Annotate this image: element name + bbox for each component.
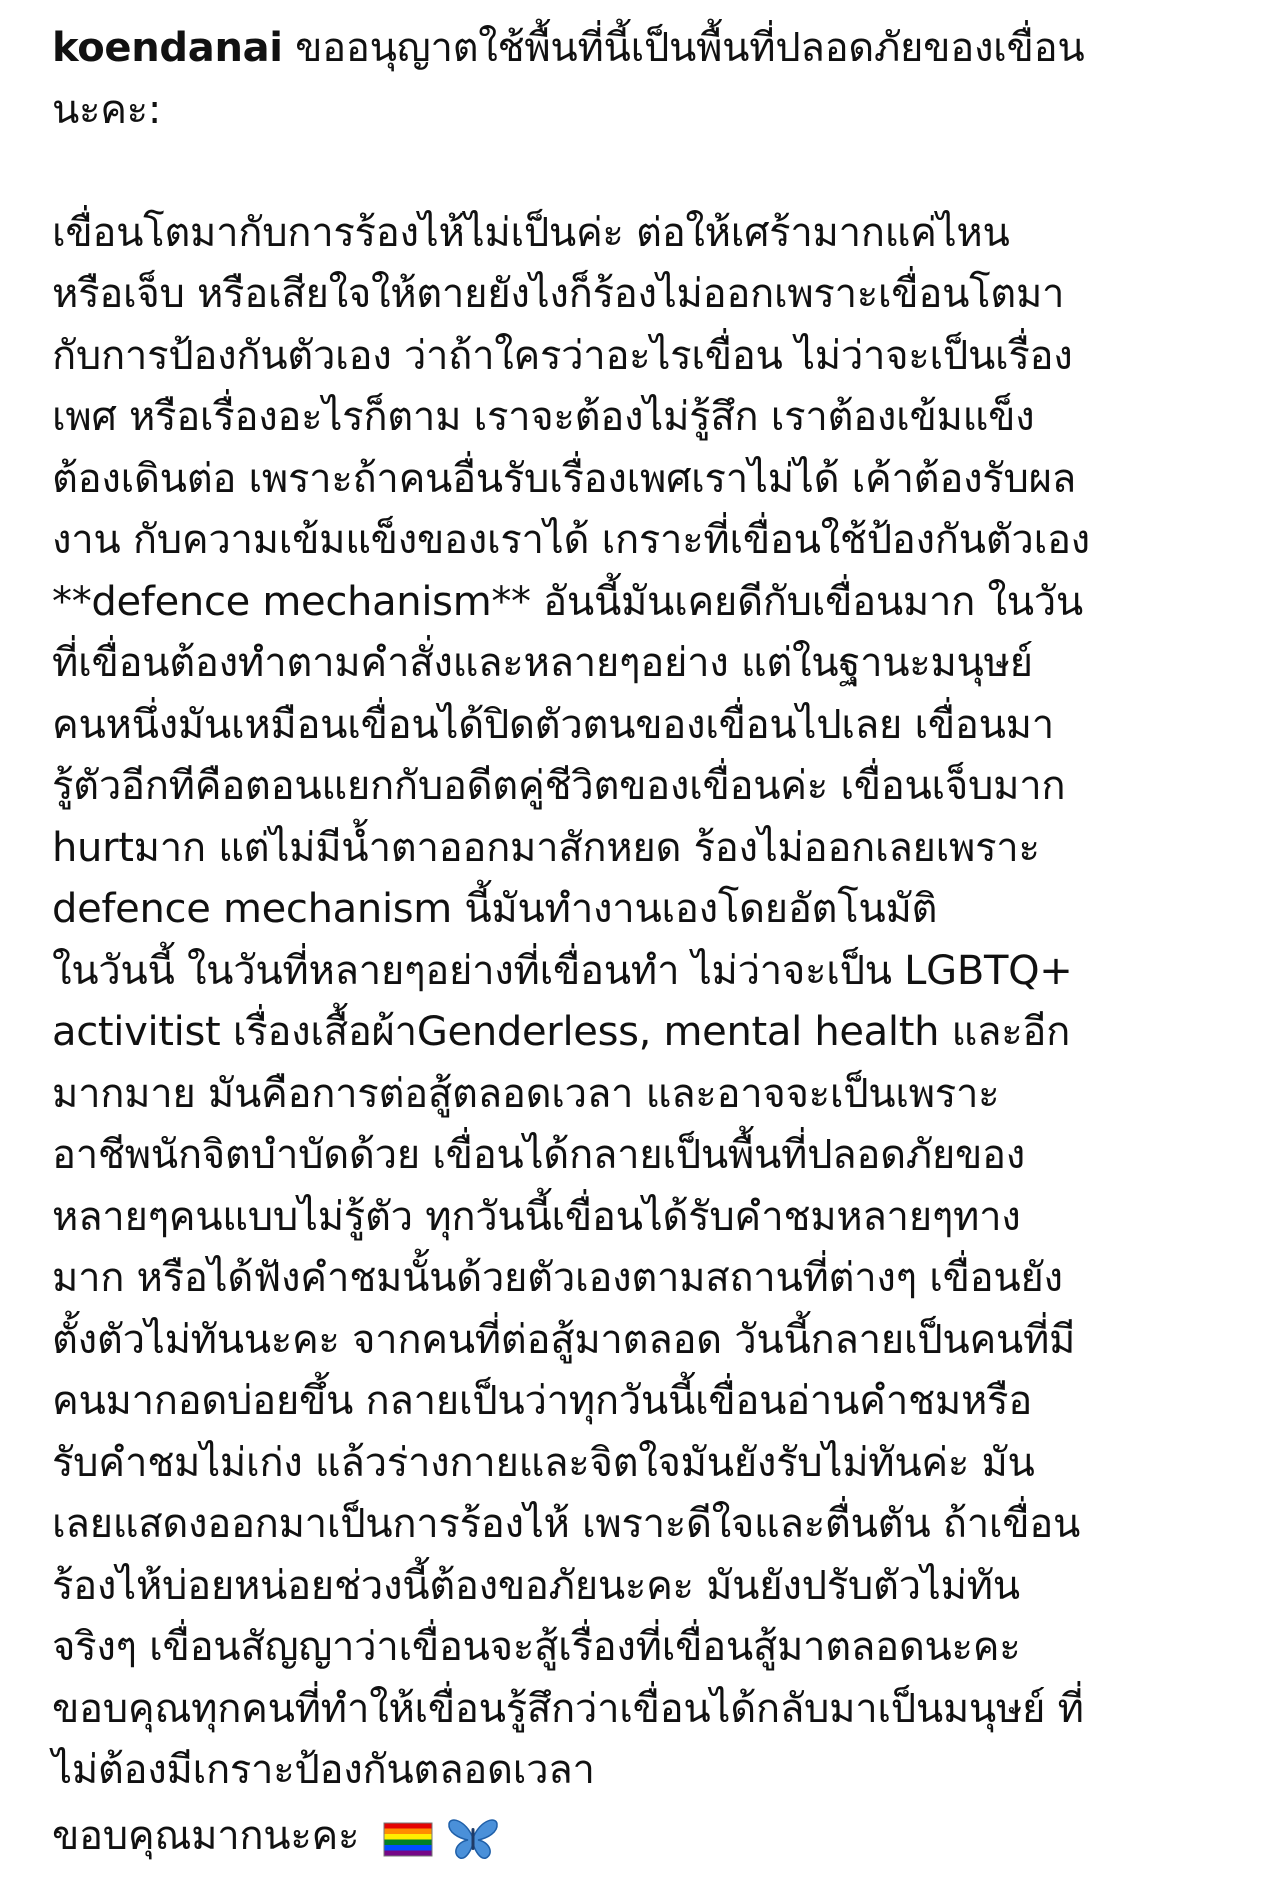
caption-line: กับการป้องกันตัวเอง ว่าถ้าใครว่าอะไรเขื่อน ไม่ว่าจะเป็นเรื่อง bbox=[52, 332, 1073, 379]
caption-line: ในวันนี้ ในวันที่หลายๆอย่างที่เขื่อนทำ ไม่ว่าจะเป็น LGBTQ+ bbox=[52, 947, 1073, 994]
caption-line: คนหนึ่งมันเหมือนเขื่อนได้ปิดตัวตนของเขื่อนไปเลย เขื่อนมา bbox=[52, 701, 1054, 748]
caption-line: activitist เรื่องเสื้อผ้าGenderless, mental health และอีก bbox=[52, 1009, 1071, 1055]
caption-header-line bbox=[52, 18, 1242, 80]
caption-line: คนมากอดบ่อยขึ้น กลายเป็นว่าทุกวันนี้เขื่อนอ่านคำชมหรือ bbox=[52, 1378, 1032, 1424]
caption-line: ขอบคุณทุกคนที่ทำให้เขื่อนรู้สึกว่าเขื่อนได้กลับมาเป็นมนุษย์ ที่ bbox=[52, 1685, 1084, 1732]
rainbow-flag-icon bbox=[382, 1819, 434, 1859]
closing-text: ขอบคุณมากนะคะ bbox=[52, 1812, 360, 1859]
caption-line: defence mechanism นี้มันทำงานเองโดยอัตโนมัติ bbox=[52, 886, 938, 932]
post-caption bbox=[52, 18, 1242, 1867]
caption-line: ตั้งตัวไม่ทันนะคะ จากคนที่ต่อสู้มาตลอด วันนี้กลายเป็นคนที่มี bbox=[52, 1316, 1076, 1363]
caption-line: ต้องเดินต่อ เพราะถ้าคนอื่นรับเรื่องเพศเราไม่ได้ เค้าต้องรับผล bbox=[52, 455, 1076, 502]
caption-line: หรือเจ็บ หรือเสียใจให้ตายยังไงก็ร้องไม่ออกเพราะเขื่อนโตมา bbox=[52, 271, 1065, 317]
caption-header-text: ขออนุญาตใช้พื้นที่นี้เป็นพื้นที่ปลอดภัยของเขื่อน bbox=[282, 25, 1085, 71]
caption-line: เลยแสดงออกมาเป็นการร้องไห้ เพราะดีใจและตื่นตัน ถ้าเขื่อน bbox=[52, 1501, 1081, 1547]
caption-line: **defence mechanism** อันนี้มันเคยดีกับเขื่อนมาก ในวัน bbox=[52, 578, 1083, 625]
caption-line: ไม่ต้องมีเกราะป้องกันตลอดเวลา bbox=[52, 1747, 595, 1793]
emoji-group bbox=[382, 1807, 500, 1869]
paragraph-spacer bbox=[52, 141, 1242, 203]
butterfly-icon bbox=[446, 1816, 500, 1862]
caption-line: รู้ตัวอีกทีคือตอนแยกกับอดีตคู่ชีวิตของเขื่อนค่ะ เขื่อนเจ็บมาก bbox=[52, 763, 1066, 809]
caption-line: จริงๆ เขื่อนสัญญาว่าเขื่อนจะสู้เรื่องที่เขื่อนสู้มาตลอดนะคะ bbox=[52, 1624, 1021, 1670]
caption-line: ที่เขื่อนต้องทำตามคำสั่งและหลายๆอย่าง แต่ในฐานะมนุษย์ bbox=[52, 640, 1033, 686]
caption-line: งาน กับความเข้มแข็งของเราได้ เกราะที่เขื่อนใช้ป้องกันตัวเอง bbox=[52, 517, 1090, 563]
caption-line: เพศ หรือเรื่องอะไรก็ตาม เราจะต้องไม่รู้สึก เราต้องเข้มแข็ง bbox=[52, 394, 1035, 440]
caption-closing-line bbox=[52, 1806, 1242, 1868]
caption-line: รับคำชมไม่เก่ง แล้วร่างกายและจิตใจมันยังรับไม่ทันค่ะ มัน bbox=[52, 1439, 1035, 1486]
caption-line: มาก หรือได้ฟังคำชมนั้นด้วยตัวเองตามสถานที่ต่างๆ เขื่อนยัง bbox=[52, 1255, 1063, 1301]
caption-line: ร้องไห้บ่อยหน่อยช่วงนี้ต้องขอภัยนะคะ มันยังปรับตัวไม่ทัน bbox=[52, 1562, 1020, 1609]
caption-line: hurtมาก แต่ไม่มีน้ำตาออกมาสักหยด ร้องไม่ออกเลยเพราะ bbox=[52, 824, 1040, 871]
caption-header-line-2: นะคะ: bbox=[52, 86, 162, 133]
caption-line: มากมาย มันคือการต่อสู้ตลอดเวลา และอาจจะเป็นเพราะ bbox=[52, 1070, 1000, 1117]
username[interactable]: koendanai bbox=[52, 25, 283, 71]
caption-line: เขื่อนโตมากับการร้องไห้ไม่เป็นค่ะ ต่อให้เศร้ามากแค่ไหน bbox=[52, 209, 1010, 256]
caption-line: หลายๆคนแบบไม่รู้ตัว ทุกวันนี้เขื่อนได้รับคำชมหลายๆทาง bbox=[52, 1193, 1021, 1240]
caption-line: อาชีพนักจิตบำบัดด้วย เขื่อนได้กลายเป็นพื้นที่ปลอดภัยของ bbox=[52, 1132, 1025, 1178]
